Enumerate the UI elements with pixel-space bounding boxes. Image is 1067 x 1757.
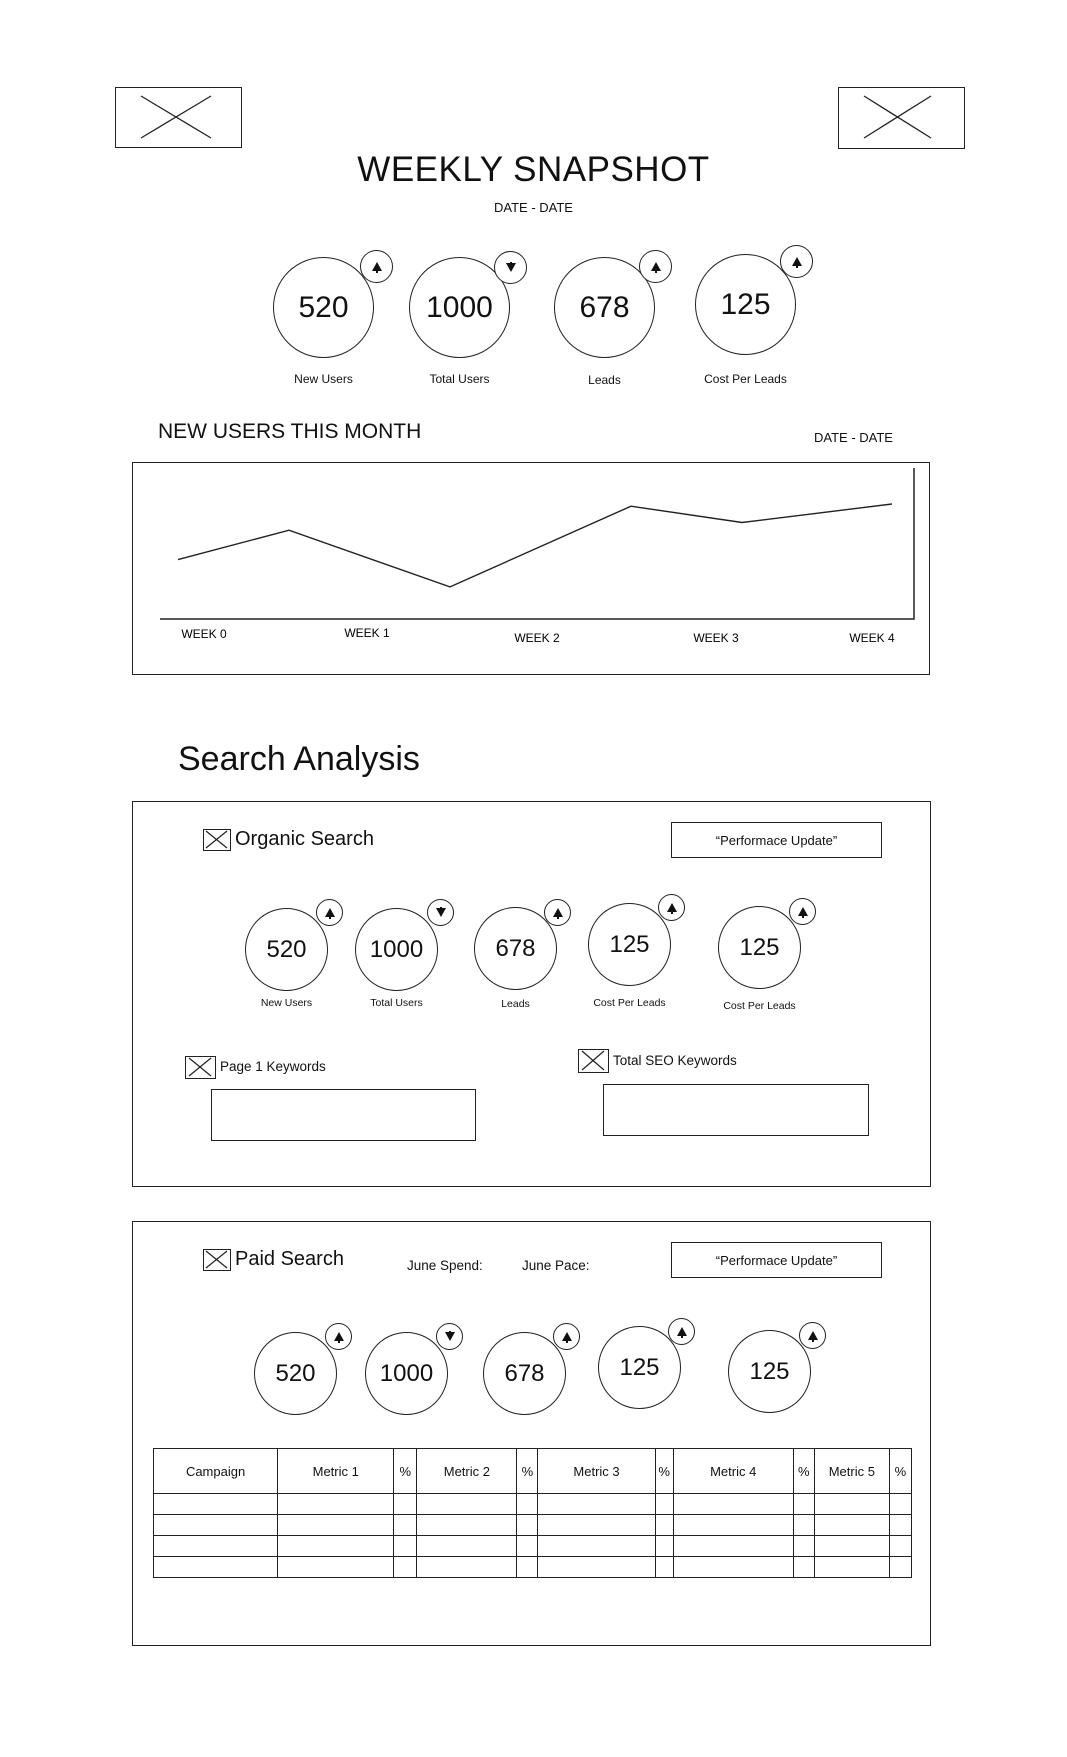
section-title-search-analysis: Search Analysis bbox=[178, 740, 420, 778]
table-header-row bbox=[154, 1449, 912, 1494]
paid-performance-update-button[interactable]: “Performace Update” bbox=[671, 1242, 882, 1278]
table-header-cell: Metric 3 bbox=[538, 1449, 655, 1494]
paid-metric-circle bbox=[483, 1332, 566, 1415]
table-cell bbox=[814, 1536, 889, 1557]
checkbox-x-icon bbox=[186, 1057, 214, 1077]
table-cell bbox=[154, 1515, 278, 1536]
table-cell bbox=[394, 1494, 417, 1515]
snapshot-metric-label: Cost Per Leads bbox=[704, 372, 787, 386]
checkbox-x-icon bbox=[579, 1050, 607, 1071]
snapshot-metric-value: 125 bbox=[720, 287, 771, 321]
paid-campaign-table bbox=[153, 1448, 912, 1578]
table-cell bbox=[793, 1515, 814, 1536]
table-row bbox=[154, 1557, 912, 1578]
chart-x-tick-label: WEEK 0 bbox=[181, 627, 227, 641]
snapshot-metric-circle bbox=[273, 257, 374, 358]
checkbox-x-icon bbox=[204, 830, 229, 849]
table-cell bbox=[793, 1536, 814, 1557]
table-cell bbox=[673, 1557, 793, 1578]
table-header-cell: % bbox=[517, 1449, 538, 1494]
trend-down-icon bbox=[436, 1323, 463, 1350]
table-cell bbox=[278, 1536, 394, 1557]
total-seo-keywords-checkbox[interactable] bbox=[578, 1049, 609, 1073]
organic-metric-value: 520 bbox=[266, 935, 307, 963]
organic-metric-value: 1000 bbox=[369, 935, 424, 963]
table-header-cell: % bbox=[655, 1449, 673, 1494]
table-cell bbox=[278, 1494, 394, 1515]
snapshot-metric-circle bbox=[695, 254, 796, 355]
table-row bbox=[154, 1494, 912, 1515]
table-header-cell: Metric 2 bbox=[417, 1449, 517, 1494]
table-cell bbox=[417, 1536, 517, 1557]
trend-down-icon bbox=[494, 251, 527, 284]
page1-keywords-box bbox=[211, 1089, 476, 1141]
chart-x-tick-label: WEEK 1 bbox=[344, 626, 390, 640]
table-cell bbox=[517, 1557, 538, 1578]
snapshot-metric-value: 520 bbox=[298, 290, 349, 324]
organic-metric-label: New Users bbox=[260, 997, 313, 1009]
organic-metric-circle bbox=[245, 908, 328, 991]
organic-metric-label: Cost Per Leads bbox=[723, 1000, 796, 1012]
organic-checkbox[interactable] bbox=[203, 829, 231, 851]
snapshot-metric-value: 678 bbox=[579, 290, 630, 324]
chart-date-range: DATE - DATE bbox=[814, 430, 893, 445]
table-cell bbox=[814, 1515, 889, 1536]
table-header-cell: Metric 5 bbox=[814, 1449, 889, 1494]
paid-metric-value: 1000 bbox=[379, 1359, 434, 1387]
table-cell bbox=[889, 1536, 911, 1557]
paid-metric-value: 520 bbox=[275, 1359, 316, 1387]
trend-up-icon bbox=[360, 250, 393, 283]
table-cell bbox=[889, 1557, 911, 1578]
table-cell bbox=[655, 1536, 673, 1557]
paid-search-panel bbox=[132, 1221, 931, 1646]
total-seo-keywords-box bbox=[603, 1084, 869, 1136]
table-cell bbox=[154, 1557, 278, 1578]
organic-metric-value: 125 bbox=[739, 933, 780, 961]
table-cell bbox=[154, 1494, 278, 1515]
paid-metric-value: 125 bbox=[619, 1353, 660, 1381]
trend-up-icon bbox=[553, 1323, 580, 1350]
paid-metric-circle bbox=[365, 1332, 448, 1415]
table-cell bbox=[278, 1557, 394, 1578]
chart-title: NEW USERS THIS MONTH bbox=[158, 420, 422, 443]
paid-metric-circle bbox=[728, 1330, 811, 1413]
june-spend-label: June Spend: bbox=[407, 1258, 483, 1273]
table-cell bbox=[517, 1494, 538, 1515]
trend-up-icon bbox=[316, 899, 343, 926]
table-row bbox=[154, 1515, 912, 1536]
trend-down-icon bbox=[427, 899, 454, 926]
table-cell bbox=[517, 1536, 538, 1557]
snapshot-metric-label: Total Users bbox=[429, 372, 490, 386]
total-seo-keywords-label: Total SEO Keywords bbox=[613, 1053, 737, 1068]
table-cell bbox=[538, 1494, 655, 1515]
logo-placeholder-left bbox=[115, 87, 242, 148]
trend-up-icon bbox=[658, 894, 685, 921]
paid-metric-value: 125 bbox=[749, 1357, 790, 1385]
table-cell bbox=[889, 1494, 911, 1515]
table-cell bbox=[154, 1536, 278, 1557]
trend-up-icon bbox=[780, 245, 813, 278]
table-cell bbox=[538, 1536, 655, 1557]
snapshot-metric-label: New Users bbox=[294, 372, 353, 386]
trend-up-icon bbox=[789, 898, 816, 925]
organic-metric-circle bbox=[718, 906, 801, 989]
paid-checkbox[interactable] bbox=[203, 1249, 231, 1271]
chart-x-tick-label: WEEK 2 bbox=[514, 631, 560, 645]
table-header-cell: Campaign bbox=[154, 1449, 278, 1494]
table-row bbox=[154, 1536, 912, 1557]
page-date-range: DATE - DATE bbox=[494, 200, 573, 215]
organic-metric-label: Leads bbox=[501, 998, 530, 1010]
chart-axes bbox=[160, 468, 914, 619]
table-cell bbox=[793, 1557, 814, 1578]
snapshot-metric-value: 1000 bbox=[426, 290, 493, 324]
table-cell bbox=[793, 1494, 814, 1515]
chart-x-tick-label: WEEK 4 bbox=[849, 631, 895, 645]
trend-up-icon bbox=[544, 899, 571, 926]
table-cell bbox=[417, 1515, 517, 1536]
table-cell bbox=[814, 1494, 889, 1515]
table-cell bbox=[394, 1515, 417, 1536]
table-cell bbox=[889, 1515, 911, 1536]
organic-search-title: Organic Search bbox=[235, 828, 374, 850]
organic-metric-label: Total Users bbox=[370, 997, 423, 1009]
table-cell bbox=[417, 1494, 517, 1515]
table-header-cell: % bbox=[793, 1449, 814, 1494]
table-cell bbox=[655, 1557, 673, 1578]
june-pace-label: June Pace: bbox=[522, 1258, 590, 1273]
paid-metric-value: 678 bbox=[504, 1359, 545, 1387]
organic-performance-update-button[interactable]: “Performace Update” bbox=[671, 822, 882, 858]
table-cell bbox=[673, 1536, 793, 1557]
snapshot-metric-label: Leads bbox=[588, 373, 621, 387]
trend-up-icon bbox=[325, 1323, 352, 1350]
table-cell bbox=[673, 1494, 793, 1515]
organic-metric-circle bbox=[588, 903, 671, 986]
organic-metric-label: Cost Per Leads bbox=[593, 997, 666, 1009]
table-cell bbox=[814, 1557, 889, 1578]
line-chart bbox=[132, 462, 930, 675]
image-placeholder-icon bbox=[839, 88, 963, 147]
paid-search-title: Paid Search bbox=[235, 1248, 344, 1270]
organic-metric-value: 678 bbox=[495, 934, 536, 962]
organic-metric-circle bbox=[355, 908, 438, 991]
table-cell bbox=[655, 1494, 673, 1515]
page1-keywords-checkbox[interactable] bbox=[185, 1056, 216, 1079]
organic-metric-value: 125 bbox=[609, 930, 650, 958]
table-cell bbox=[655, 1515, 673, 1536]
page-title: WEEKLY SNAPSHOT bbox=[357, 150, 710, 189]
table-cell bbox=[278, 1515, 394, 1536]
trend-up-icon bbox=[799, 1322, 826, 1349]
logo-placeholder-right bbox=[838, 87, 965, 149]
trend-up-icon bbox=[668, 1318, 695, 1345]
table-header-cell: % bbox=[889, 1449, 911, 1494]
organic-metric-circle bbox=[474, 907, 557, 990]
table-header-cell: % bbox=[394, 1449, 417, 1494]
table-header-cell: Metric 4 bbox=[673, 1449, 793, 1494]
trend-up-icon bbox=[639, 250, 672, 283]
image-placeholder-icon bbox=[116, 88, 240, 146]
paid-metric-circle bbox=[598, 1326, 681, 1409]
table-cell bbox=[417, 1557, 517, 1578]
page1-keywords-label: Page 1 Keywords bbox=[220, 1059, 326, 1074]
chart-x-tick-label: WEEK 3 bbox=[693, 631, 739, 645]
checkbox-x-icon bbox=[204, 1250, 229, 1269]
table-cell bbox=[394, 1536, 417, 1557]
table-cell bbox=[517, 1515, 538, 1536]
table-header-cell: Metric 1 bbox=[278, 1449, 394, 1494]
table-cell bbox=[538, 1515, 655, 1536]
chart-series-line bbox=[178, 504, 892, 587]
table-cell bbox=[538, 1557, 655, 1578]
table-cell bbox=[394, 1557, 417, 1578]
table-cell bbox=[673, 1515, 793, 1536]
paid-metric-circle bbox=[254, 1332, 337, 1415]
